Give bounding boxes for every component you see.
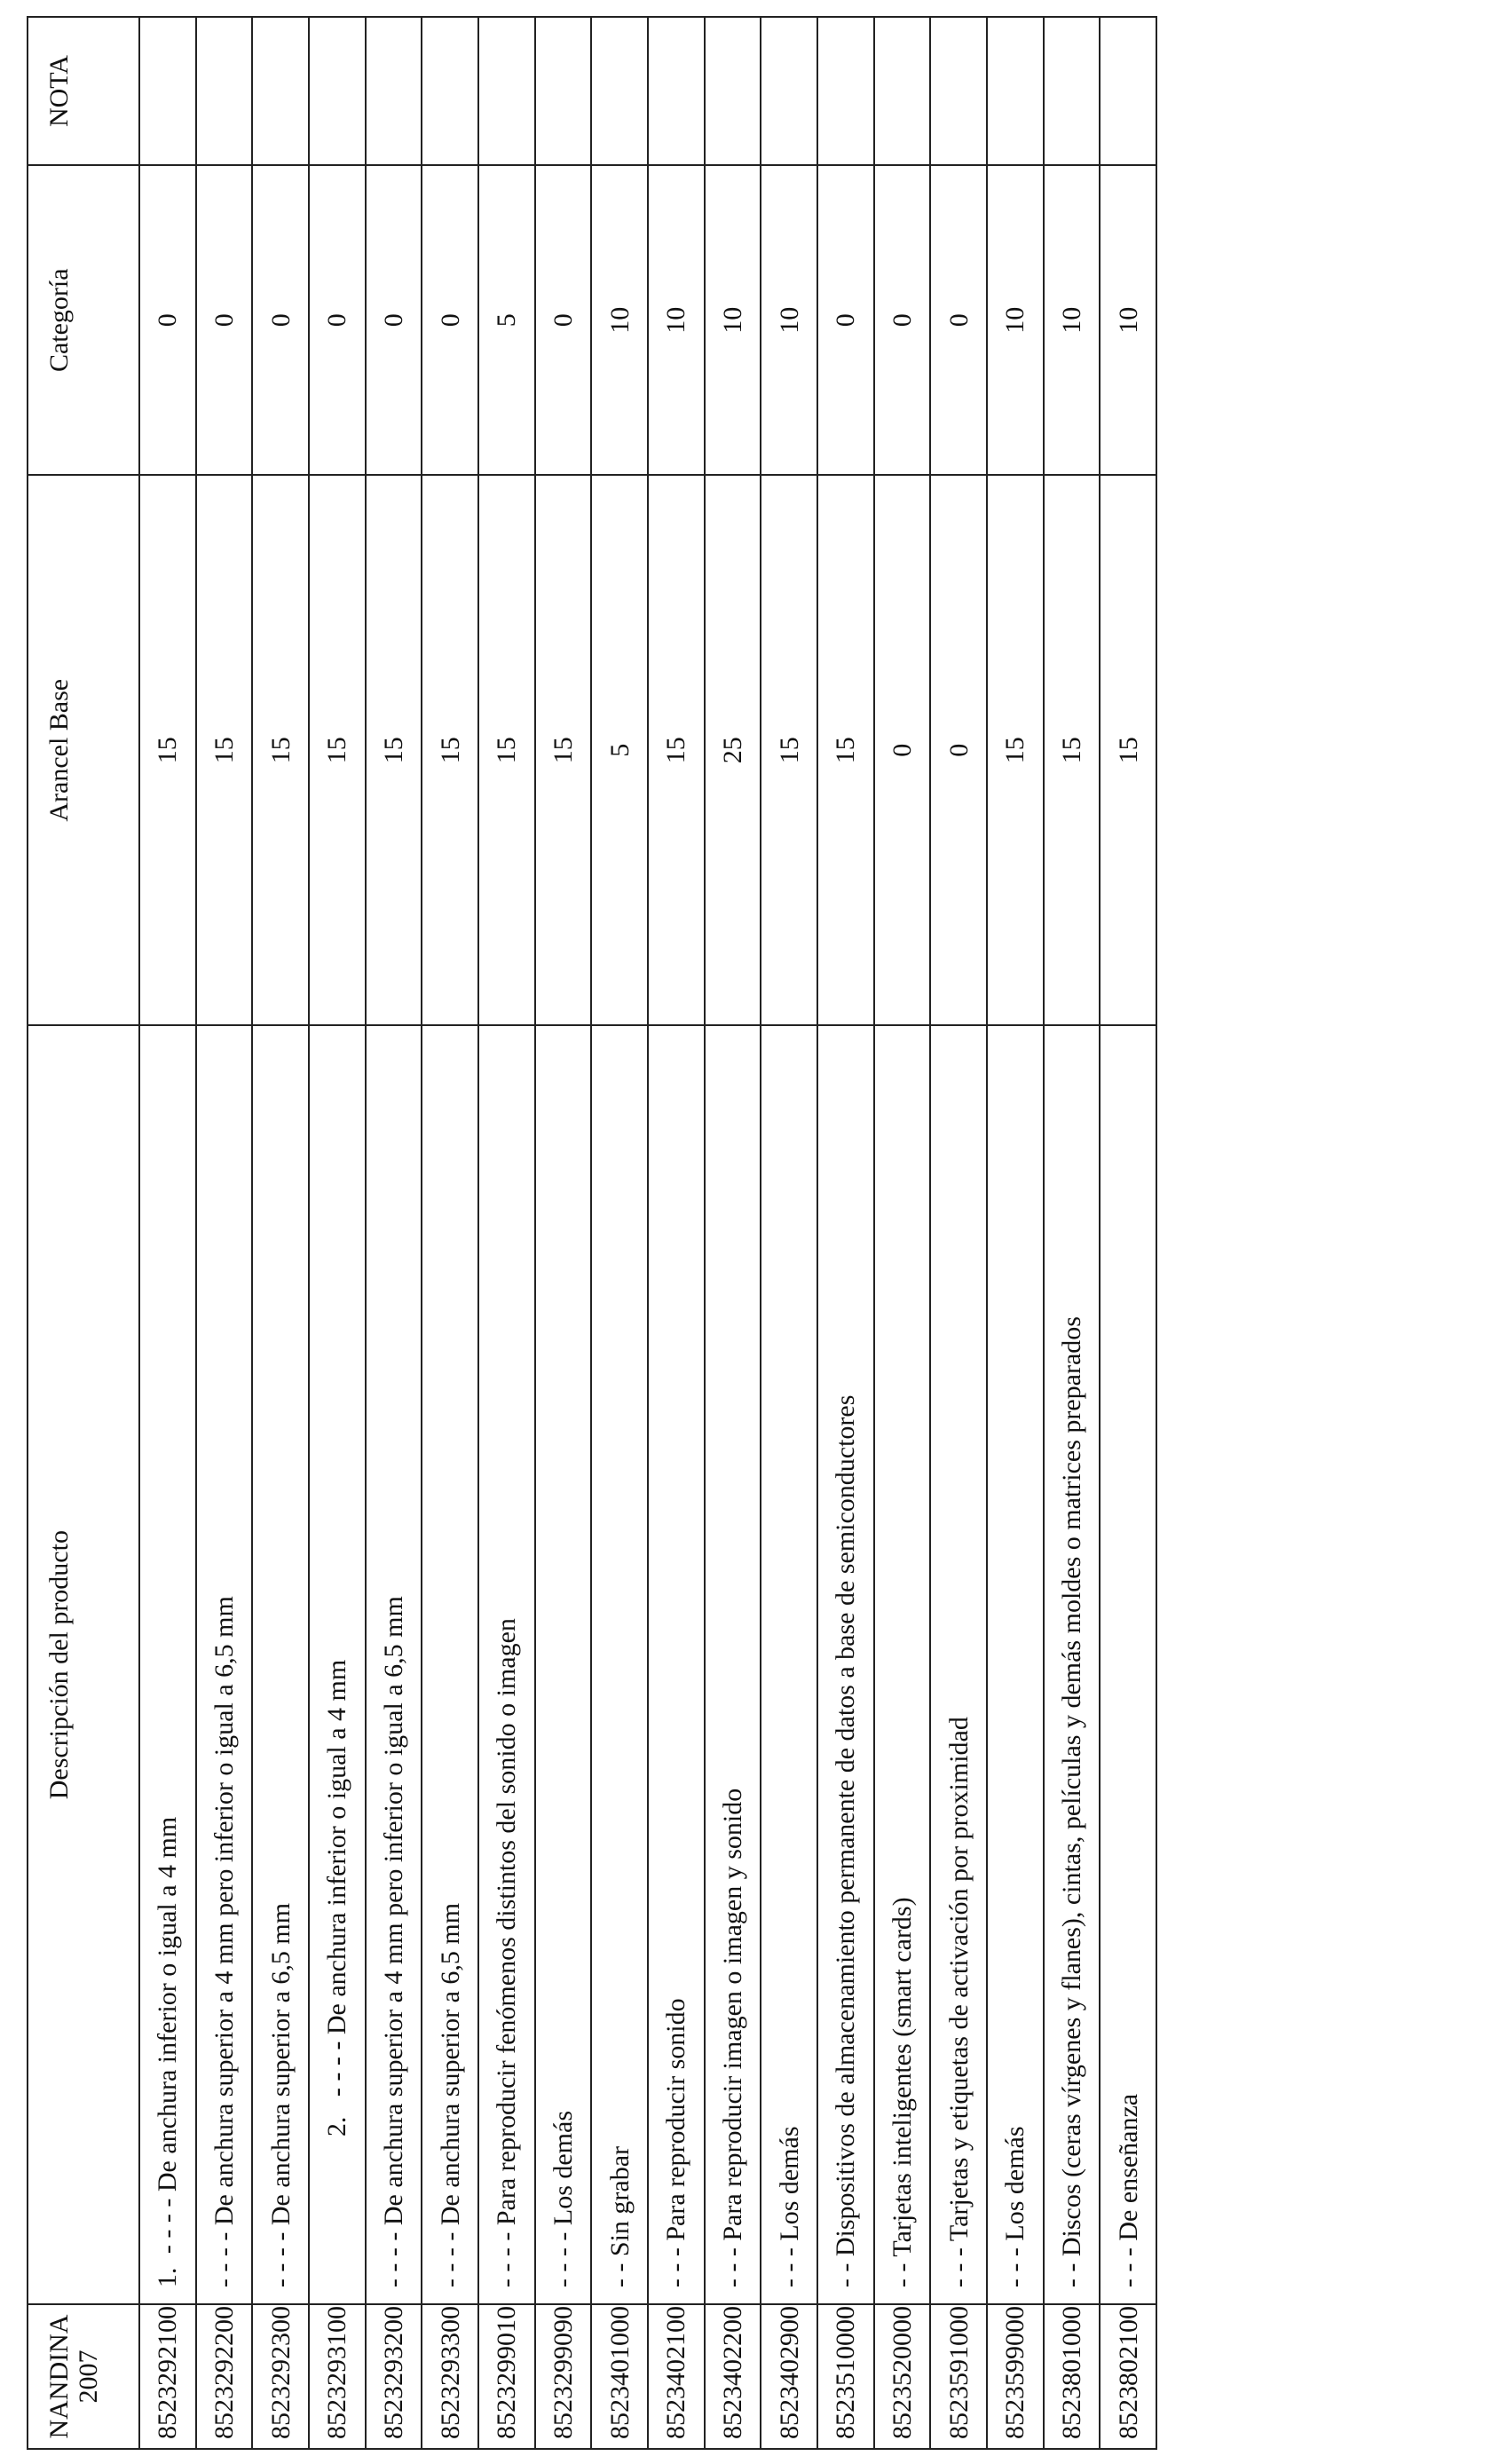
nota [591, 17, 648, 165]
nandina-code: 8523510000 [817, 2304, 874, 2449]
nandina-code: 8523293300 [422, 2304, 478, 2449]
categoria: 10 [591, 165, 648, 475]
arancel-base: 0 [930, 475, 987, 1025]
nandina-code: 8523591000 [930, 2304, 987, 2449]
nota [196, 17, 253, 165]
nandina-code: 8523401000 [591, 2304, 648, 2449]
arancel-base: 15 [478, 475, 535, 1025]
arancel-base: 15 [1100, 475, 1156, 1025]
header-nandina: NANDINA 2007 [28, 2304, 139, 2449]
categoria: 10 [705, 165, 761, 475]
product-description: - - - - Para reproducir fenómenos distintos del sonido o imagen [478, 1025, 535, 2304]
categoria: 0 [535, 165, 592, 475]
nota [478, 17, 535, 165]
table-row [817, 17, 874, 2449]
product-description [139, 1025, 196, 2304]
categoria: 10 [1044, 165, 1101, 475]
table-row [930, 17, 987, 2449]
table-row [648, 17, 705, 2449]
table-row [478, 17, 535, 2449]
tariff-table [27, 16, 1157, 2450]
arancel-base: 15 [252, 475, 309, 1025]
nota [987, 17, 1044, 165]
categoria: 10 [648, 165, 705, 475]
categoria: 0 [930, 165, 987, 475]
header-nota: NOTA [28, 17, 139, 165]
nandina-code: 8523292300 [252, 2304, 309, 2449]
arancel-base: 15 [987, 475, 1044, 1025]
table-row [761, 17, 817, 2449]
rotated-page [27, 16, 1157, 2450]
nota [535, 17, 592, 165]
nandina-code: 8523293200 [366, 2304, 422, 2449]
arancel-base: 15 [366, 475, 422, 1025]
categoria: 10 [761, 165, 817, 475]
arancel-base: 15 [648, 475, 705, 1025]
arancel-base: 15 [1044, 475, 1101, 1025]
table-row [987, 17, 1044, 2449]
enum-prefix: 1. [153, 2267, 183, 2288]
arancel-base: 25 [705, 475, 761, 1025]
table-row [366, 17, 422, 2449]
header-arancel-base: Arancel Base [28, 475, 139, 1025]
arancel-base: 15 [535, 475, 592, 1025]
product-description: - - - Para reproducir sonido [648, 1025, 705, 2304]
nota [648, 17, 705, 165]
product-description [309, 1025, 366, 2304]
nota [705, 17, 761, 165]
table-row [874, 17, 931, 2449]
nota [252, 17, 309, 165]
nandina-code: 8523599000 [987, 2304, 1044, 2449]
product-description: - - - - De anchura superior a 4 mm pero inferior o igual a 6,5 mm [196, 1025, 253, 2304]
product-description: - - Discos (ceras vírgenes y flanes), cintas, películas y demás moldes o matrices preparados [1044, 1025, 1101, 2304]
nota [366, 17, 422, 165]
arancel-base: 15 [817, 475, 874, 1025]
nandina-code: 8523293100 [309, 2304, 366, 2449]
product-description: - - - Tarjetas y etiquetas de activación por proximidad [930, 1025, 987, 2304]
header-categoria: Categoría [28, 165, 139, 475]
arancel-base: 5 [591, 475, 648, 1025]
product-description: - - - - De anchura superior a 6,5 mm [252, 1025, 309, 2304]
header-description: Descripción del producto [28, 1025, 139, 2304]
categoria: 0 [309, 165, 366, 475]
product-description: - - Sin grabar [591, 1025, 648, 2304]
product-description: - - - - De anchura superior a 6,5 mm [422, 1025, 478, 2304]
categoria: 0 [366, 165, 422, 475]
categoria: 0 [422, 165, 478, 475]
categoria: 10 [987, 165, 1044, 475]
nota [422, 17, 478, 165]
table-body [139, 17, 1156, 2449]
arancel-base: 15 [309, 475, 366, 1025]
nota [930, 17, 987, 165]
categoria: 10 [1100, 165, 1156, 475]
categoria: 0 [817, 165, 874, 475]
table-row [252, 17, 309, 2449]
nandina-code: 8523292200 [196, 2304, 253, 2449]
product-description: - - - Para reproducir imagen o imagen y sonido [705, 1025, 761, 2304]
header-row [28, 17, 139, 2449]
arancel-base: 15 [761, 475, 817, 1025]
table-row [1044, 17, 1101, 2449]
table-row [1100, 17, 1156, 2449]
table-row [196, 17, 253, 2449]
arancel-base: 15 [196, 475, 253, 1025]
nandina-code: 8523299010 [478, 2304, 535, 2449]
product-description: - - - De enseñanza [1100, 1025, 1156, 2304]
nandina-code: 8523292100 [139, 2304, 196, 2449]
enum-prefix: 2. [322, 2116, 352, 2137]
table-row [535, 17, 592, 2449]
product-description: - - Tarjetas inteligentes (smart cards) [874, 1025, 931, 2304]
nota [139, 17, 196, 165]
arancel-base: 0 [874, 475, 931, 1025]
nota [874, 17, 931, 165]
nota [761, 17, 817, 165]
categoria: 0 [196, 165, 253, 475]
nota [1100, 17, 1156, 165]
nota [1044, 17, 1101, 165]
nandina-code: 8523402100 [648, 2304, 705, 2449]
categoria: 0 [252, 165, 309, 475]
nandina-code: 8523520000 [874, 2304, 931, 2449]
product-description: - - - Los demás [987, 1025, 1044, 2304]
table-row [139, 17, 196, 2449]
product-description: - - - - De anchura superior a 4 mm pero inferior o igual a 6,5 mm [366, 1025, 422, 2304]
nandina-code: 8523402200 [705, 2304, 761, 2449]
nandina-code: 8523801000 [1044, 2304, 1101, 2449]
table-row [591, 17, 648, 2449]
arancel-base: 15 [422, 475, 478, 1025]
categoria: 0 [139, 165, 196, 475]
nandina-code: 8523402900 [761, 2304, 817, 2449]
table-row [705, 17, 761, 2449]
nandina-code: 8523299090 [535, 2304, 592, 2449]
nandina-code: 8523802100 [1100, 2304, 1156, 2449]
table-row [309, 17, 366, 2449]
nota [309, 17, 366, 165]
arancel-base: 15 [139, 475, 196, 1025]
product-description: - - - - Los demás [535, 1025, 592, 2304]
product-description: - - - Los demás [761, 1025, 817, 2304]
nota [817, 17, 874, 165]
description-text: - - - - De anchura inferior o igual a 4 mm [322, 1659, 352, 2097]
description-text: - - - - De anchura inferior o igual a 4 mm [153, 1816, 183, 2255]
product-description: - - Dispositivos de almacenamiento permanente de datos a base de semiconductores [817, 1025, 874, 2304]
table-row [422, 17, 478, 2449]
categoria: 0 [874, 165, 931, 475]
categoria: 5 [478, 165, 535, 475]
